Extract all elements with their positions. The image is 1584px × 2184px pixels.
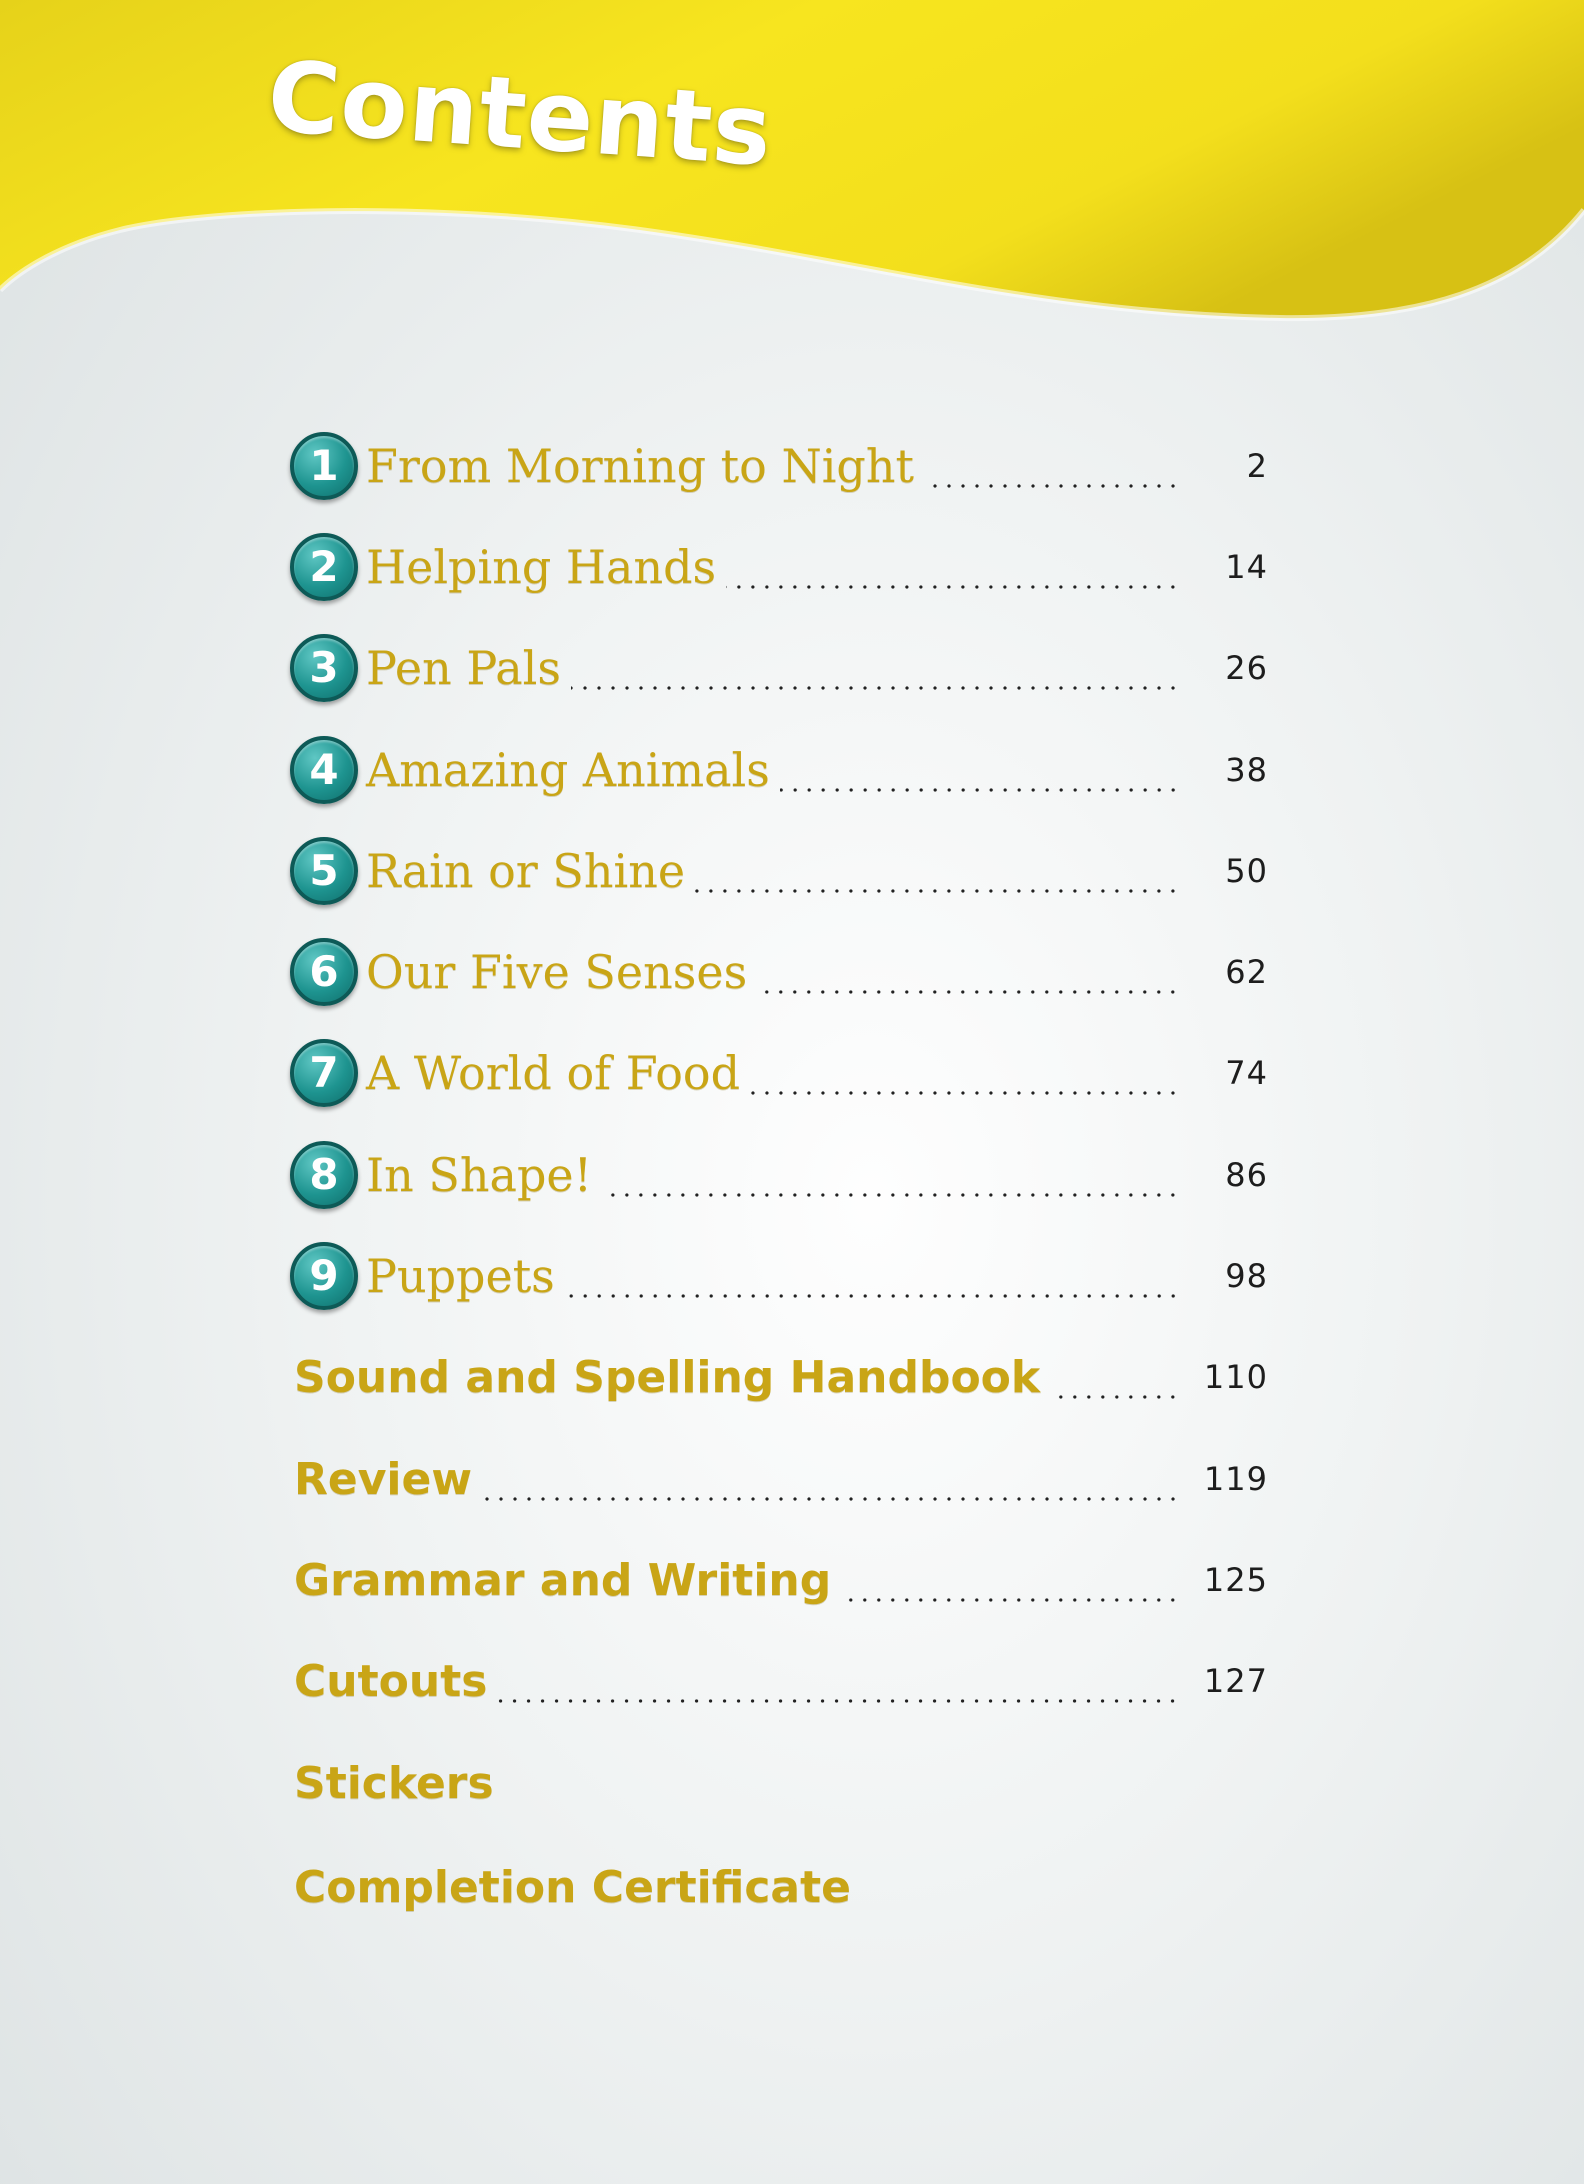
section-title: Completion Certificate [294,1861,851,1913]
dot-leader [780,787,1180,793]
page-number: 98 [1225,1257,1268,1295]
unit-title: Helping Hands [366,540,717,594]
toc-entry-grammar-and-writing[interactable] [294,1535,1268,1625]
toc-entry-stickers[interactable] [294,1738,1268,1828]
toc-entry-cutouts[interactable] [294,1636,1268,1726]
dot-leader [602,1192,1180,1198]
unit-title: Puppets [366,1249,555,1303]
section-title: Stickers [294,1757,494,1809]
page-number: 86 [1225,1156,1268,1194]
dot-leader [841,1597,1180,1603]
toc-entry-unit-5[interactable] [290,826,1268,916]
dot-leader [571,685,1180,691]
dot-leader [726,584,1180,590]
toc-entry-unit-2[interactable] [290,522,1268,612]
toc-entry-unit-4[interactable] [290,725,1268,815]
dot-leader [757,989,1180,995]
dot-leader [1050,1394,1180,1400]
section-title: Review [294,1453,472,1505]
dot-leader [695,888,1180,894]
dot-leader [924,483,1180,489]
toc-entry-unit-7[interactable] [290,1028,1268,1118]
toc-entry-unit-1[interactable] [290,421,1268,511]
page-number: 50 [1225,852,1268,890]
dot-leader [482,1496,1180,1502]
page-number: 119 [1203,1460,1268,1498]
unit-title: A World of Food [366,1046,741,1100]
toc-entry-unit-6[interactable] [290,927,1268,1017]
unit-number-badge: 7 [290,1039,358,1107]
section-title: Grammar and Writing [294,1554,832,1606]
unit-number-badge: 1 [290,432,358,500]
toc-entry-unit-3[interactable] [290,623,1268,713]
page-number: 26 [1225,649,1268,687]
section-title: Cutouts [294,1655,488,1707]
unit-title: Amazing Animals [366,743,770,797]
dot-leader [497,1698,1180,1704]
page-number: 2 [1246,447,1268,485]
dot-leader [565,1293,1180,1299]
unit-number-badge: 5 [290,837,358,905]
unit-title: Rain or Shine [366,844,686,898]
unit-number-badge: 3 [290,634,358,702]
unit-number-badge: 2 [290,533,358,601]
unit-title: Pen Pals [366,641,561,695]
page-number: 127 [1203,1662,1268,1700]
page-number: 125 [1203,1561,1268,1599]
toc-entry-completion-certificate[interactable] [294,1842,1268,1932]
unit-title: In Shape! [366,1148,593,1202]
toc-entry-sound-and-spelling-handbook[interactable] [294,1332,1268,1422]
unit-number-badge: 6 [290,938,358,1006]
toc-entry-unit-9[interactable] [290,1231,1268,1321]
section-title: Sound and Spelling Handbook [294,1351,1041,1403]
page-title: Contents [264,40,777,190]
page-number: 38 [1225,751,1268,789]
page-number: 14 [1225,548,1268,586]
unit-title: From Morning to Night [366,439,914,493]
unit-number-badge: 4 [290,736,358,804]
unit-title: Our Five Senses [366,945,748,999]
unit-number-badge: 9 [290,1242,358,1310]
page-number: 62 [1225,953,1268,991]
unit-number-badge: 8 [290,1141,358,1209]
page-number: 110 [1203,1358,1268,1396]
page-number: 74 [1225,1054,1268,1092]
dot-leader [750,1090,1180,1096]
toc-entry-unit-8[interactable] [290,1130,1268,1220]
toc-entry-review[interactable] [294,1434,1268,1524]
